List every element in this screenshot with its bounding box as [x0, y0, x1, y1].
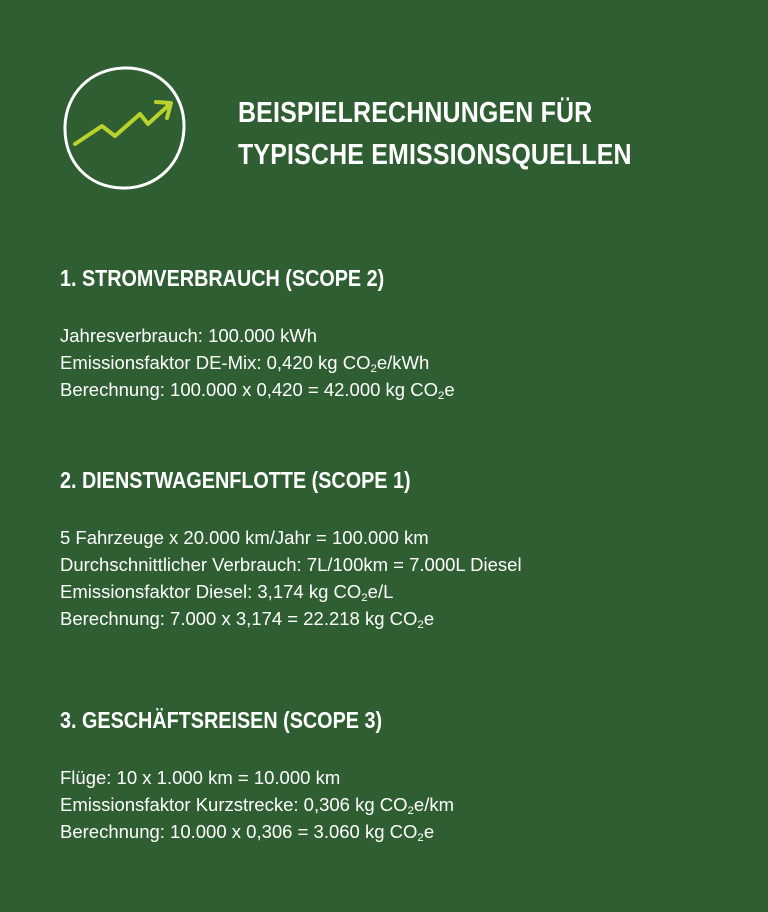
text-line: 5 Fahrzeuge x 20.000 km/Jahr = 100.000 km [60, 527, 429, 548]
text-line: Durchschnittlicher Verbrauch: 7L/100km = 7.000L Diesel [60, 554, 522, 575]
section-lines [60, 322, 455, 403]
section-heading: 3. GESCHÄFTSREISEN (SCOPE 3) [60, 707, 383, 733]
section-lines [60, 764, 454, 845]
page-title [238, 92, 632, 176]
section-lines [60, 524, 522, 632]
section-heading: 2. DIENSTWAGENFLOTTE (SCOPE 1) [60, 467, 411, 493]
text-line: Berechnung: 10.000 x 0,306 = 3.060 kg $CO_2e$ [60, 821, 435, 844]
section-stromverbrauch [60, 264, 455, 403]
text-line: Jahresverbrauch: 100.000 kWh [60, 325, 318, 346]
text-line: Emissionsfaktor Diesel: 3,174 kg $CO_2e/L$ [60, 581, 394, 604]
section-geschaeftsreisen [60, 706, 454, 845]
section-dienstwagenflotte [60, 466, 522, 632]
text-line: Berechnung: 7.000 x 3,174 = 22.218 kg $CO_2e$ [60, 608, 435, 631]
text-line: Emissionsfaktor DE-Mix: 0,420 kg $CO_2e$/kWh [60, 352, 430, 375]
text-line: Flüge: 10 x 1.000 km = 10.000 km [60, 767, 341, 788]
text-line: Emissionsfaktor Kurzstrecke: 0,306 kg $CO_2e/km$ [60, 794, 455, 817]
title-line-1: BEISPIELRECHNUNGEN FÜR [238, 97, 593, 129]
trend-up-chart-icon [58, 62, 190, 194]
section-heading: 1. STROMVERBRAUCH (SCOPE 2) [60, 265, 385, 291]
text-line: Berechnung: 100.000 x 0,420 = 42.000 kg $CO_2e$ [60, 379, 455, 402]
title-line-2: TYPISCHE EMISSIONSQUELLEN [238, 139, 632, 171]
